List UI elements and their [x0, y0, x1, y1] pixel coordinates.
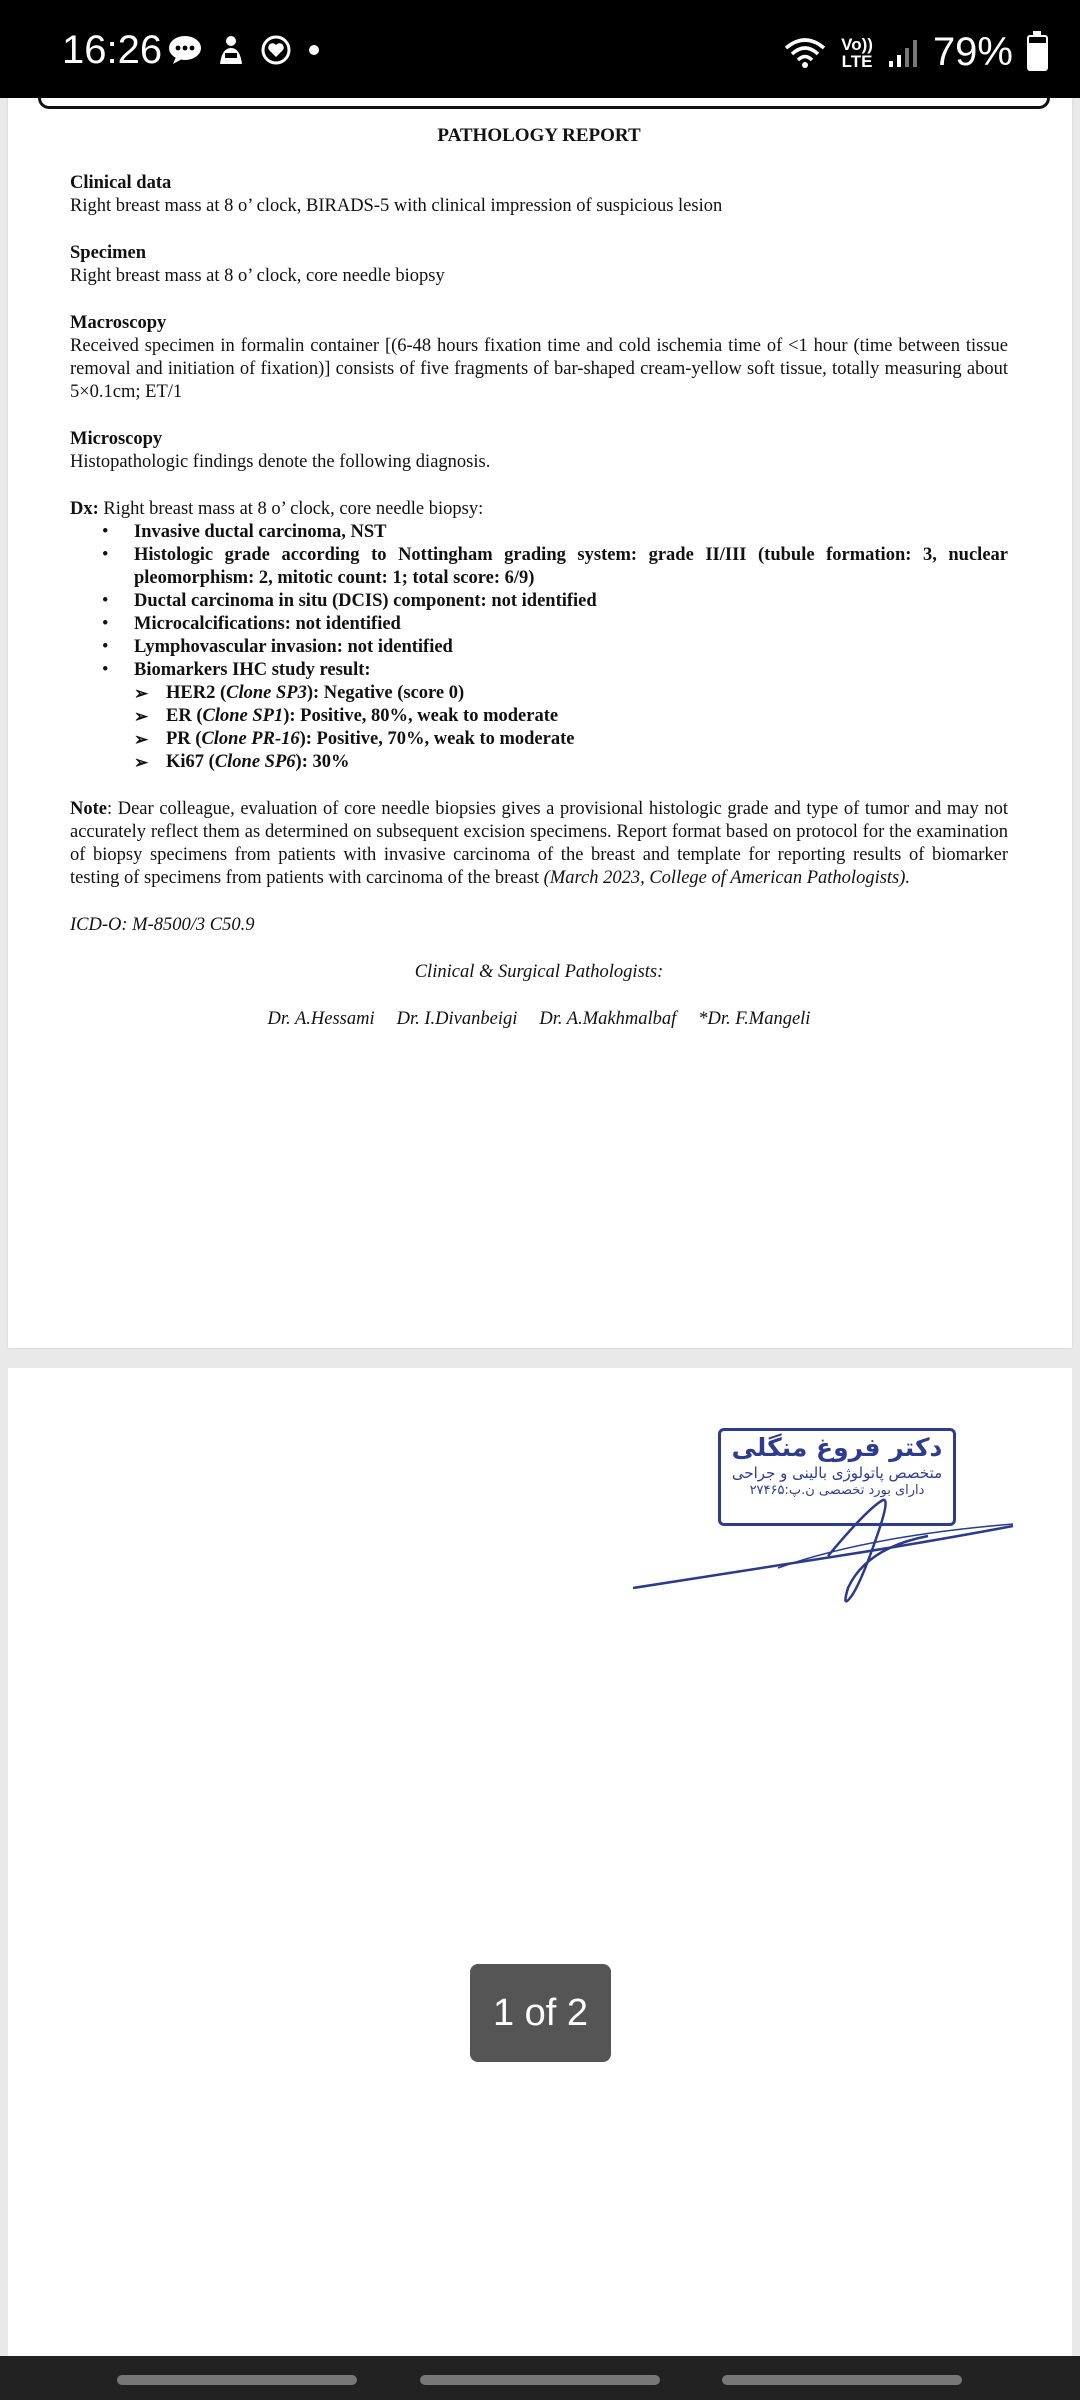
biomarker-item — [70, 751, 1008, 774]
pathologist-stamp-and-signature — [628, 1428, 1028, 1608]
pathologists-heading: Clinical & Surgical Pathologists: — [414, 962, 664, 982]
doctor-name: *Dr. F.Mangeli — [698, 1009, 811, 1029]
biomarker-name: HER2 ( — [166, 683, 227, 703]
note-text: : Dear colleague, evaluation of core needle biopsies gives a provisional histologic grade and type of tumor and may not accurately reflect them as determined on subsequent excision specimens. Report format based on protocol for the examination of biopsy specimens from patients with invasive carcinoma of the breast and template for reporting results of biomarker testing of specimens from patients with carcinoma of the breast — [70, 799, 1008, 888]
status-right — [783, 30, 1048, 75]
nav-back[interactable] — [722, 2375, 962, 2385]
diagnosis-item: • Lymphovascular invasion: not identified — [70, 636, 1008, 659]
clinical-data-text: Right breast mass at 8 o’ clock, BIRADS-5 with clinical impression of suspicious lesion — [70, 196, 723, 216]
diagnosis-item: • Ductal carcinoma in situ (DCIS) component: not identified — [70, 590, 1008, 613]
diagnosis-item: • Microcalcifications: not identified — [70, 613, 1008, 636]
macroscopy-heading: Macroscopy — [70, 313, 167, 333]
signal-strength-icon — [887, 37, 919, 69]
biomarker-item — [70, 705, 1008, 728]
wifi-icon — [783, 36, 827, 70]
biomarker-result: ): Positive, 70%, weak to moderate — [299, 729, 575, 749]
clinical-data-heading: Clinical data — [70, 173, 172, 193]
stamp-doctor-name: دکتر فروغ منگلی — [731, 1433, 943, 1462]
status-bar — [0, 0, 1080, 98]
biomarker-name: Ki67 ( — [166, 752, 215, 772]
lte-label: LTE — [841, 51, 873, 71]
biomarker-clone: Clone SP3 — [226, 683, 307, 703]
specimen-text: Right breast mass at 8 o’ clock, core needle biopsy — [70, 266, 445, 286]
chat-bubble-icon — [168, 35, 202, 65]
microscopy-section — [70, 428, 1008, 474]
doctor-name: Dr. A.Hessami — [267, 1009, 375, 1029]
microscopy-heading: Microscopy — [70, 429, 163, 449]
biomarker-result: ): 30% — [295, 752, 350, 772]
biomarker-clone: Clone SP6 — [214, 752, 296, 772]
specimen-heading: Specimen — [70, 243, 147, 263]
status-time: 16:26 — [62, 28, 163, 72]
note-label: Note — [70, 799, 107, 819]
specimen-section — [70, 242, 1008, 288]
document-page-1[interactable] — [8, 98, 1072, 1348]
navigation-bar — [0, 2356, 1080, 2400]
note-citation: (March 2023, College of American Pathologists). — [543, 868, 911, 888]
diagnosis-list — [70, 521, 1008, 682]
clinical-data-section — [70, 172, 1008, 218]
stamp-specialty: متخصص پاتولوژی بالینی و جراحی — [731, 1464, 943, 1482]
report-title: PATHOLOGY REPORT — [437, 125, 641, 146]
biomarker-list — [70, 682, 1008, 774]
biomarker-result: ): Negative (score 0) — [306, 683, 465, 703]
nav-recent-apps[interactable] — [117, 2375, 357, 2385]
macroscopy-text: Received specimen in formalin container [(6-48 hours fixation time and cold ischemia time of <1 hour (time between tissue removal and initiation of fixation)] consists of five fragments of bar-shaped cream-yellow soft tissue, totally measuring about 5×0.1cm; ET/1 — [70, 336, 1008, 402]
biomarker-item — [70, 682, 1008, 705]
network-type — [841, 36, 873, 70]
biomarker-result: ): Positive, 80%, weak to moderate — [283, 706, 559, 726]
macroscopy-section — [70, 312, 1008, 404]
biomarker-item — [70, 728, 1008, 751]
biomarker-clone: Clone SP1 — [202, 706, 284, 726]
pathology-report — [70, 120, 1008, 1031]
doctor-name: Dr. A.Makhmalbaf — [539, 1009, 677, 1029]
volte-label: Vo)) — [841, 34, 873, 54]
diagnosis-item: • Biomarkers IHC study result: — [70, 659, 1008, 682]
doctor-name: Dr. I.Divanbeigi — [396, 1009, 518, 1029]
note-paragraph — [70, 798, 1008, 890]
pathologist-stamp — [718, 1428, 956, 1526]
biomarker-name: PR ( — [166, 729, 202, 749]
battery-icon — [1027, 35, 1048, 71]
diagnosis-line — [70, 498, 1008, 521]
pathologists-names — [70, 1008, 1008, 1031]
nav-home[interactable] — [420, 2375, 660, 2385]
biomarker-name: ER ( — [166, 706, 203, 726]
diagnosis-item: • Histologic grade according to Nottingham grading system: grade II/III (tubule formation: 3, nuclear pleomorphism: 2, mitotic count: 1; total score: 6/9) — [70, 544, 1008, 590]
heart-circle-icon — [260, 34, 292, 66]
icd-code: ICD-O: M-8500/3 C50.9 — [70, 915, 255, 935]
dx-label: Dx: — [70, 499, 99, 519]
dx-text: Right breast mass at 8 o’ clock, core needle biopsy: — [98, 499, 484, 519]
page-indicator: 1 of 2 — [470, 1964, 611, 2062]
notification-icons — [168, 34, 322, 66]
biomarker-clone: Clone PR-16 — [201, 729, 300, 749]
diagnosis-item: • Invasive ductal carcinoma, NST — [70, 521, 1008, 544]
app-notification-icon — [216, 34, 246, 66]
more-notifications-dot-icon — [306, 42, 322, 58]
microscopy-text: Histopathologic findings denote the following diagnosis. — [70, 452, 491, 472]
page-header-border — [38, 98, 1050, 109]
document-page-2[interactable] — [8, 1368, 1072, 2368]
diagnosis-section — [70, 498, 1008, 774]
stamp-license: دارای بورد تخصصی ن.پ:۲۷۴۶۵ — [749, 1483, 925, 1498]
battery-percent: 79% — [932, 30, 1013, 74]
